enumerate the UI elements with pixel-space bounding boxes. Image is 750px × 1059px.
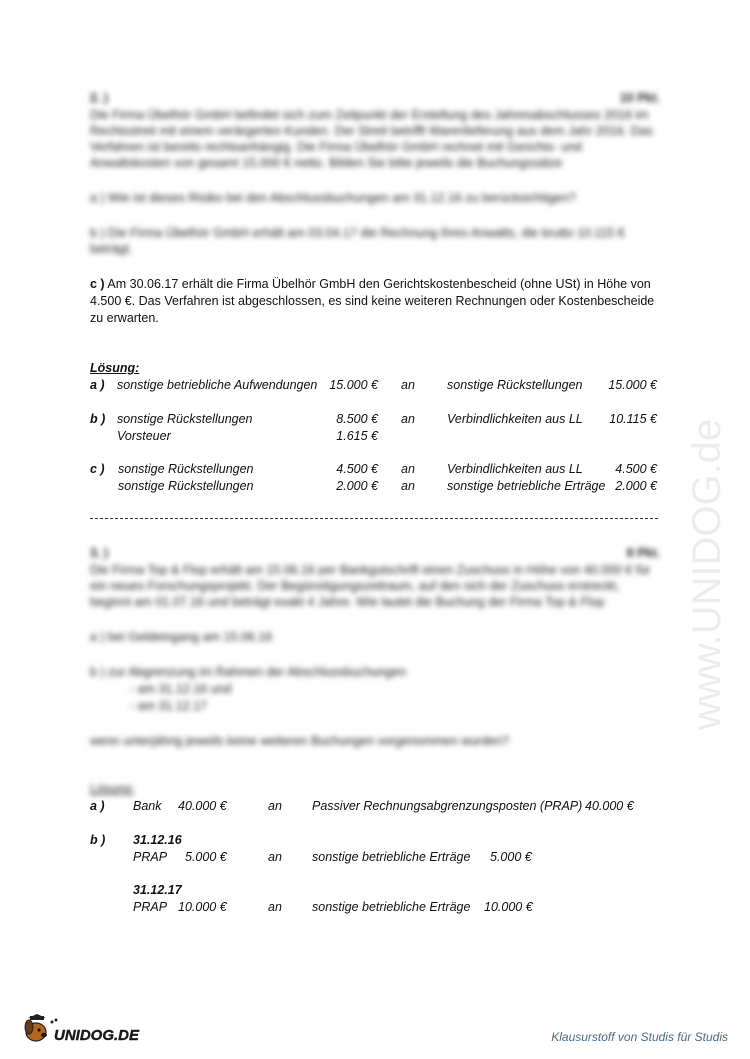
task2-question-c-label: c )	[90, 277, 105, 291]
entry-credit: sonstige betriebliche Erträge	[312, 900, 471, 914]
entry-an: an	[268, 799, 282, 813]
entry-label: b )	[90, 833, 106, 847]
entry-an: an	[401, 479, 415, 493]
entry-credit: sonstige betriebliche Erträge	[312, 850, 471, 864]
entry-debit-amount: 2.000 €	[336, 479, 378, 493]
entry-an: an	[401, 412, 415, 426]
entry-debit: sonstige Rückstellungen	[117, 412, 253, 426]
entry-debit: PRAP	[133, 900, 168, 914]
entry-debit: PRAP	[133, 850, 168, 864]
entry-credit-amount: 10.000 €	[484, 900, 533, 914]
task2-question-a: a ) Wie ist dieses Risiko bei den Abschlussbuchungen am 31.12.16 zu berücksichtigen?	[90, 191, 576, 205]
entry-debit-amount: 1.615 €	[336, 429, 378, 443]
task2-question-b: b ) Die Firma Übelhör GmbH erhält am 03.04.17 die Rechnung ihres Anwalts, die brutto 10.115 € beträgt.	[90, 226, 625, 256]
entry-date: 31.12.16	[133, 833, 182, 847]
task3-points: 8 Pkt.	[626, 546, 660, 560]
entry-an: an	[268, 850, 282, 864]
entry-credit-amount: 2.000 €	[615, 479, 657, 493]
entry-credit: Verbindlichkeiten aus LL	[447, 462, 583, 476]
task2-points: 10 Pkt.	[619, 91, 660, 105]
entry-debit: sonstige betriebliche Aufwendungen	[117, 378, 318, 392]
watermark	[685, 260, 730, 740]
entry-credit: Passiver Rechnungsabgrenzungsposten (PRAP)	[312, 799, 583, 813]
entry-debit: Bank	[133, 799, 162, 813]
task3-question-b: b ) zur Abgrenzung im Rahmen der Abschlussbuchungen	[90, 665, 407, 679]
task2-question-c-text: Am 30.06.17 erhält die Firma Übelhör GmbH den Gerichtskostenbescheid (ohne USt) in Höhe von 4.500 €. Das Verfahren ist abgeschlossen, es sind keine weiteren Rechnungen oder Kostenbescheide zu erwarten.	[90, 277, 655, 325]
task2-intro: Die Firma Übelhör GmbH befindet sich zum Zeitpunkt der Erstellung des Jahresabschlusses 2016 im Rechtsstreit mit einem verärgerten Kunden. Der Streit betrifft Warenlieferung aus dem Jahr 2016. Das Verfahren ist bereits rechtsanhängig. Die Firma Übelhör GmbH rechnet mit Gerichts- und Anwaltskosten von gesamt 15.000 € netto. Bilden Sie bitte jeweils die Buchungssätze	[90, 108, 653, 170]
footer-tagline: Klausurstoff von Studis für Studis	[551, 1030, 728, 1044]
unidog-logo	[22, 1012, 152, 1048]
entry-debit-amount: 15.000 €	[329, 378, 378, 392]
entry-label: b )	[90, 412, 106, 426]
entry-credit-amount: 5.000 €	[490, 850, 532, 864]
entry-debit: Vorsteuer	[117, 429, 171, 443]
entry-label: a )	[90, 378, 105, 392]
task3-question-b-item: - am 31.12.17	[130, 699, 208, 713]
task3-question-a: a ) bei Geldeingang am 15.06.16	[90, 630, 273, 644]
entry-debit-amount: 8.500 €	[336, 412, 378, 426]
entry-credit-amount: 4.500 €	[615, 462, 657, 476]
entry-debit-amount: 10.000 €	[178, 900, 227, 914]
entry-credit: sonstige Rückstellungen	[447, 378, 583, 392]
entry-date: 31.12.17	[133, 883, 182, 897]
task2-header: 2. )	[90, 91, 109, 105]
task2-solution-title: Lösung:	[90, 361, 140, 375]
entry-credit-amount: 40.000 €	[585, 799, 634, 813]
task3-question-note: wenn unterjährig jeweils keine weiteren Buchungen vorgenommen wurden?	[90, 734, 510, 748]
entry-an: an	[268, 900, 282, 914]
logo-text: UNIDOG.DE	[54, 1027, 140, 1044]
task3-question-b-item: - am 31.12.16 und	[130, 682, 232, 696]
task3-header: 3. )	[90, 546, 109, 560]
entry-credit-amount: 15.000 €	[608, 378, 657, 392]
section-divider	[90, 518, 658, 519]
task3-intro: Die Firma Top & Flop erhält am 15.06.16 per Bankgutschrift einen Zuschuss in Höhe von 40.000 € für ein neues Forschungsprojekt. Der Begünstigungszeitraum, auf den sich der Zuschuss erstreckt, beginnt am 01.07.16 und beträgt exakt 4 Jahre. Wie lautet die Buchung der Firma Top & Flop	[90, 563, 651, 609]
entry-credit: Verbindlichkeiten aus LL	[447, 412, 583, 426]
entry-credit: sonstige betriebliche Erträge	[447, 479, 606, 493]
entry-debit-amount: 4.500 €	[336, 462, 378, 476]
entry-debit-amount: 5.000 €	[185, 850, 227, 864]
entry-an: an	[401, 462, 415, 476]
watermark-text: www.UNIDOG.de	[685, 418, 729, 730]
entry-label: a )	[90, 799, 105, 813]
task3-solution-title: Lösung:	[90, 782, 135, 796]
entry-debit: sonstige Rückstellungen	[118, 462, 254, 476]
entry-label: c )	[90, 462, 105, 476]
entry-debit: sonstige Rückstellungen	[118, 479, 254, 493]
entry-credit-amount: 10.115 €	[609, 412, 657, 426]
entry-debit-amount: 40.000 €	[178, 799, 227, 813]
entry-an: an	[401, 378, 415, 392]
task2-question-c	[90, 276, 665, 327]
